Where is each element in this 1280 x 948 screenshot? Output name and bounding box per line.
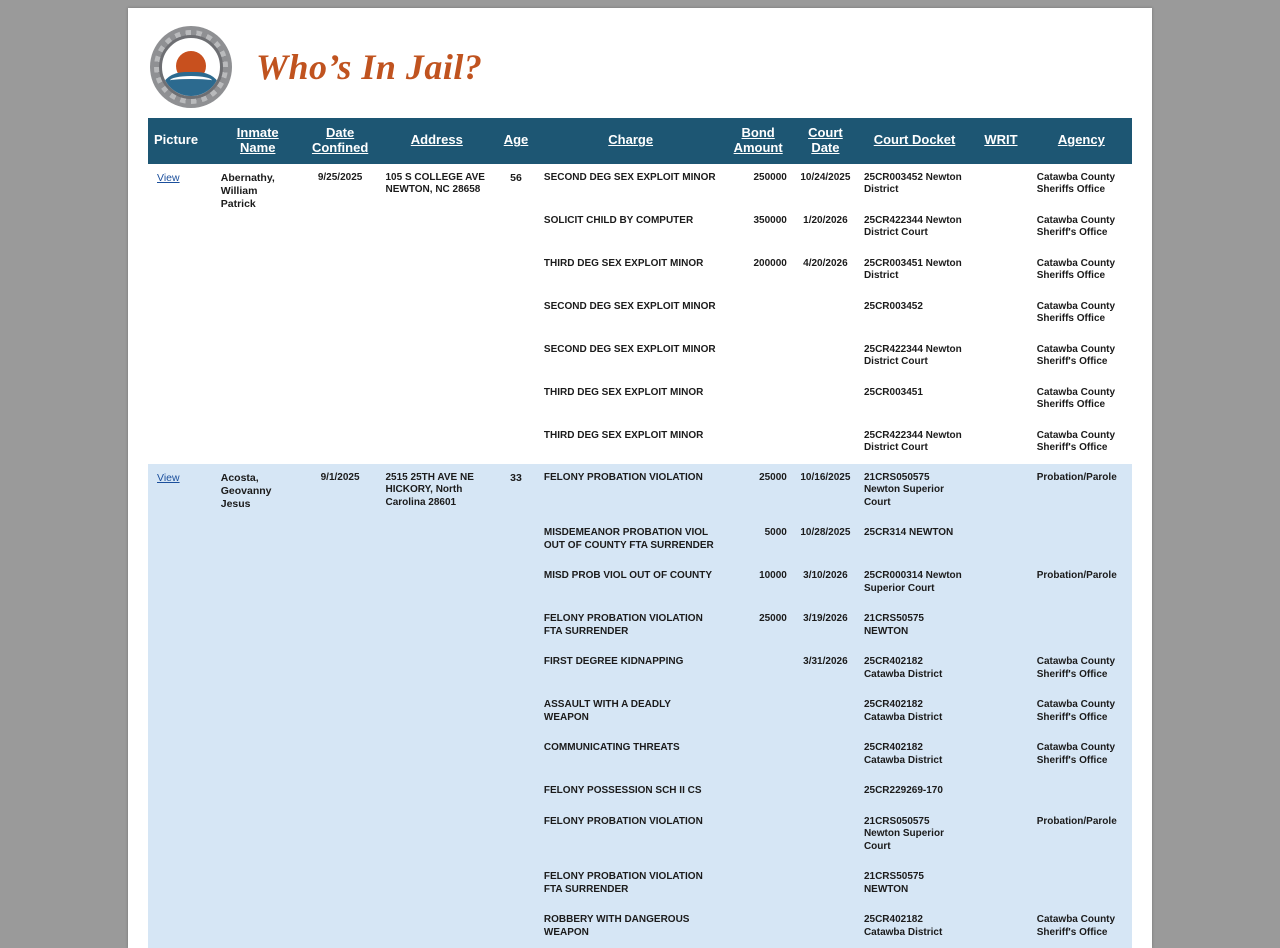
- agency-cell: Catawba County Sheriff's Office: [1031, 206, 1132, 249]
- column-header-writ[interactable]: WRIT: [971, 118, 1031, 164]
- address-cell: 2515 25TH AVE NE HICKORY, North Carolina 28601: [380, 464, 495, 948]
- court-docket-cell: 21CRS50575 NEWTON: [858, 862, 971, 905]
- court-date-cell: [793, 905, 858, 948]
- court-date-cell: [793, 378, 858, 421]
- court-docket-cell: 21CRS050575 Newton Superior Court: [858, 807, 971, 863]
- writ-cell: [971, 776, 1031, 807]
- charge-cell: FELONY POSSESSION SCH II CS: [538, 776, 724, 807]
- court-date-cell: [793, 733, 858, 776]
- agency-cell: Catawba County Sheriffs Office: [1031, 249, 1132, 292]
- age-cell: 33: [494, 464, 538, 948]
- court-docket-cell: 25CR422344 Newton District Court: [858, 421, 971, 464]
- bond-amount-cell: [723, 421, 792, 464]
- bond-amount-cell: 350000: [723, 206, 792, 249]
- court-docket-cell: 25CR402182 Catawba District: [858, 905, 971, 948]
- column-header-inmate-name[interactable]: Inmate Name: [215, 118, 301, 164]
- writ-cell: [971, 604, 1031, 647]
- agency-cell: [1031, 862, 1132, 905]
- date-confined-cell: 9/25/2025: [301, 164, 380, 464]
- writ-cell: [971, 464, 1031, 519]
- column-header-age[interactable]: Age: [494, 118, 538, 164]
- court-date-cell: 10/24/2025: [793, 164, 858, 206]
- picture-cell: [148, 464, 215, 948]
- court-date-cell: 3/10/2026: [793, 561, 858, 604]
- column-header-bond-amount[interactable]: Bond Amount: [723, 118, 792, 164]
- writ-cell: [971, 862, 1031, 905]
- table-header-row: [148, 118, 1132, 164]
- court-date-cell: [793, 421, 858, 464]
- agency-cell: Probation/Parole: [1031, 561, 1132, 604]
- writ-cell: [971, 206, 1031, 249]
- court-docket-cell: 25CR000314 Newton Superior Court: [858, 561, 971, 604]
- bond-amount-cell: [723, 378, 792, 421]
- column-header-court-docket[interactable]: Court Docket: [858, 118, 971, 164]
- court-date-cell: 4/20/2026: [793, 249, 858, 292]
- column-header-agency[interactable]: Agency: [1031, 118, 1132, 164]
- court-docket-cell: 25CR003451: [858, 378, 971, 421]
- court-date-cell: 3/31/2026: [793, 647, 858, 690]
- bond-amount-cell: 250000: [723, 164, 792, 206]
- court-date-cell: [793, 807, 858, 863]
- court-docket-cell: 25CR402182 Catawba District: [858, 690, 971, 733]
- agency-cell: Catawba County Sheriffs Office: [1031, 378, 1132, 421]
- bond-amount-cell: [723, 647, 792, 690]
- bond-amount-cell: [723, 807, 792, 863]
- writ-cell: [971, 690, 1031, 733]
- charge-cell: ASSAULT WITH A DEADLY WEAPON: [538, 690, 724, 733]
- court-date-cell: [793, 862, 858, 905]
- column-header-date-confined[interactable]: Date Confined: [301, 118, 380, 164]
- charge-cell: THIRD DEG SEX EXPLOIT MINOR: [538, 421, 724, 464]
- writ-cell: [971, 647, 1031, 690]
- inmate-name-cell: Abernathy, William Patrick: [215, 164, 301, 464]
- inmate-name-cell: Acosta, Geovanny Jesus: [215, 464, 301, 948]
- charge-cell: COMMUNICATING THREATS: [538, 733, 724, 776]
- agency-cell: Catawba County Sheriff's Office: [1031, 690, 1132, 733]
- court-date-cell: [793, 690, 858, 733]
- agency-cell: Probation/Parole: [1031, 807, 1132, 863]
- charge-cell: THIRD DEG SEX EXPLOIT MINOR: [538, 249, 724, 292]
- charge-cell: ROBBERY WITH DANGEROUS WEAPON: [538, 905, 724, 948]
- bond-amount-cell: [723, 776, 792, 807]
- agency-cell: Catawba County Sheriff's Office: [1031, 647, 1132, 690]
- agency-cell: Catawba County Sheriff's Office: [1031, 905, 1132, 948]
- charge-cell: FELONY PROBATION VIOLATION FTA SURRENDER: [538, 604, 724, 647]
- court-date-cell: [793, 335, 858, 378]
- charge-cell: MISD PROB VIOL OUT OF COUNTY: [538, 561, 724, 604]
- charge-cell: SOLICIT CHILD BY COMPUTER: [538, 206, 724, 249]
- bond-amount-cell: 5000: [723, 518, 792, 561]
- writ-cell: [971, 905, 1031, 948]
- bond-amount-cell: [723, 733, 792, 776]
- county-seal-icon: [150, 26, 232, 108]
- table-row: [148, 164, 1132, 206]
- column-header-charge[interactable]: Charge: [538, 118, 724, 164]
- agency-cell: Catawba County Sheriff's Office: [1031, 421, 1132, 464]
- bond-amount-cell: 25000: [723, 464, 792, 519]
- writ-cell: [971, 421, 1031, 464]
- date-confined-cell: 9/1/2025: [301, 464, 380, 948]
- table-row: [148, 464, 1132, 519]
- court-date-cell: 1/20/2026: [793, 206, 858, 249]
- bond-amount-cell: 25000: [723, 604, 792, 647]
- court-docket-cell: 25CR422344 Newton District Court: [858, 206, 971, 249]
- writ-cell: [971, 378, 1031, 421]
- court-docket-cell: 21CRS050575 Newton Superior Court: [858, 464, 971, 519]
- page-title: Who’s In Jail?: [256, 47, 483, 87]
- court-date-cell: 3/19/2026: [793, 604, 858, 647]
- court-docket-cell: 25CR003452 Newton District: [858, 164, 971, 206]
- charge-cell: FELONY PROBATION VIOLATION: [538, 807, 724, 863]
- charge-cell: FELONY PROBATION VIOLATION FTA SURRENDER: [538, 862, 724, 905]
- charge-cell: SECOND DEG SEX EXPLOIT MINOR: [538, 292, 724, 335]
- page-header: [128, 8, 1152, 118]
- court-date-cell: [793, 776, 858, 807]
- court-docket-cell: 25CR314 NEWTON: [858, 518, 971, 561]
- picture-cell: [148, 164, 215, 464]
- writ-cell: [971, 807, 1031, 863]
- bond-amount-cell: 10000: [723, 561, 792, 604]
- charge-cell: SECOND DEG SEX EXPLOIT MINOR: [538, 164, 724, 206]
- court-docket-cell: 25CR003451 Newton District: [858, 249, 971, 292]
- inmate-table: [148, 118, 1132, 948]
- agency-cell: Probation/Parole: [1031, 464, 1132, 519]
- court-date-cell: 10/28/2025: [793, 518, 858, 561]
- bond-amount-cell: [723, 292, 792, 335]
- court-docket-cell: 25CR229269-170: [858, 776, 971, 807]
- agency-cell: [1031, 776, 1132, 807]
- agency-cell: [1031, 604, 1132, 647]
- court-docket-cell: 21CRS50575 NEWTON: [858, 604, 971, 647]
- agency-cell: Catawba County Sheriffs Office: [1031, 292, 1132, 335]
- charge-cell: FIRST DEGREE KIDNAPPING: [538, 647, 724, 690]
- bond-amount-cell: [723, 905, 792, 948]
- address-cell: 105 S COLLEGE AVE NEWTON, NC 28658: [380, 164, 495, 464]
- bond-amount-cell: [723, 335, 792, 378]
- bond-amount-cell: [723, 862, 792, 905]
- charge-cell: MISDEMEANOR PROBATION VIOL OUT OF COUNTY FTA SURRENDER: [538, 518, 724, 561]
- column-header-address[interactable]: Address: [380, 118, 495, 164]
- court-docket-cell: 25CR003452: [858, 292, 971, 335]
- writ-cell: [971, 292, 1031, 335]
- charge-cell: THIRD DEG SEX EXPLOIT MINOR: [538, 378, 724, 421]
- agency-cell: [1031, 518, 1132, 561]
- court-docket-cell: 25CR402182 Catawba District: [858, 733, 971, 776]
- writ-cell: [971, 733, 1031, 776]
- charge-cell: SECOND DEG SEX EXPLOIT MINOR: [538, 335, 724, 378]
- agency-cell: Catawba County Sheriff's Office: [1031, 733, 1132, 776]
- court-date-cell: 10/16/2025: [793, 464, 858, 519]
- writ-cell: [971, 518, 1031, 561]
- charge-cell: FELONY PROBATION VIOLATION: [538, 464, 724, 519]
- court-date-cell: [793, 292, 858, 335]
- table-header: [148, 118, 1132, 164]
- writ-cell: [971, 249, 1031, 292]
- bond-amount-cell: 200000: [723, 249, 792, 292]
- court-docket-cell: 25CR422344 Newton District Court: [858, 335, 971, 378]
- age-cell: 56: [494, 164, 538, 464]
- court-docket-cell: 25CR402182 Catawba District: [858, 647, 971, 690]
- jail-roster-page: [128, 8, 1152, 948]
- table-body: [148, 164, 1132, 948]
- writ-cell: [971, 164, 1031, 206]
- view-link[interactable]: View: [157, 171, 180, 184]
- writ-cell: [971, 561, 1031, 604]
- bond-amount-cell: [723, 690, 792, 733]
- agency-cell: Catawba County Sheriffs Office: [1031, 164, 1132, 206]
- column-header-picture: Picture: [148, 118, 215, 164]
- view-link[interactable]: View: [157, 471, 180, 484]
- column-header-court-date[interactable]: Court Date: [793, 118, 858, 164]
- writ-cell: [971, 335, 1031, 378]
- agency-cell: Catawba County Sheriff's Office: [1031, 335, 1132, 378]
